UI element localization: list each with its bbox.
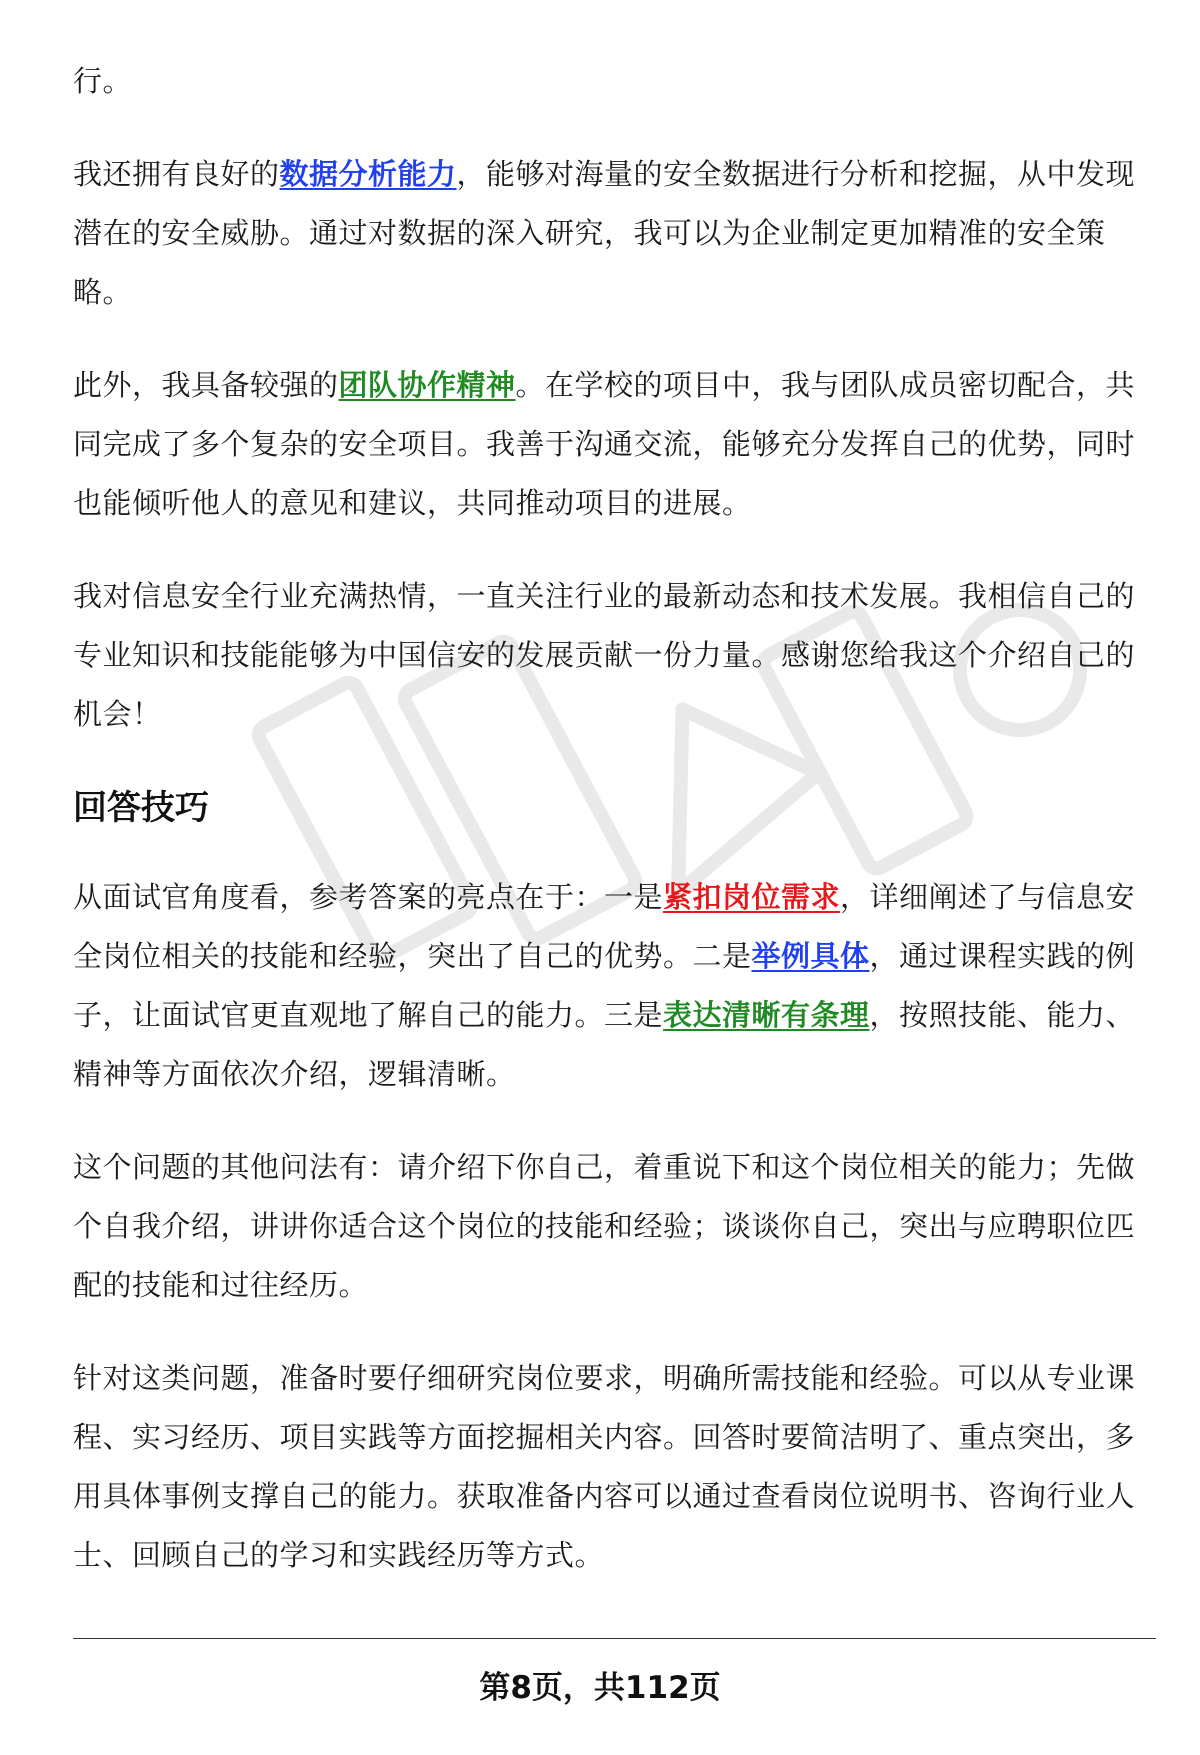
paragraph-text: 针对这类问题，准备时要仔细研究岗位要求，明确所需技能和经验。可以从专业课程、实习经历、项目实践等方面挖掘相关内容。回答时要简洁明了、重点突出，多用具体事例支撑自己的能力。获取准备内容可以通过查看岗位说明书、咨询行业人士、回顾自己的学习和实践经历等方式。 xyxy=(73,1361,1136,1572)
paragraph-text: ，通过课程实践的例子，让面试官更直观地了解自己的能力。三是 xyxy=(73,939,1136,1032)
paragraph-text: 我对信息安全行业充满热情，一直关注行业的最新动态和技术发展。我相信自己的专业知识和技能能够为中国信安的发展贡献一份力量。感谢您给我这个介绍自己的机会！ xyxy=(73,579,1136,731)
paragraph-text: 。在学校的项目中，我与团队成员密切配合，共同完成了多个复杂的安全项目。我善于沟通交流，能够充分发挥自己的优势，同时也能倾听他人的意见和建议，共同推动项目的进展。 xyxy=(73,368,1136,520)
footer-divider xyxy=(73,1638,1156,1639)
paragraph-text: 我还拥有良好的 xyxy=(73,157,280,191)
highlight-teamwork: 团队协作精神 xyxy=(338,368,516,402)
paragraph-text: ，详细阐述了与信息安全岗位相关的技能和经验，突出了自己的优势。二是 xyxy=(73,880,1136,973)
paragraph-text: 此外，我具备较强的 xyxy=(73,368,339,402)
paragraph-text: 这个问题的其他问法有：请介绍下你自己，着重说下和这个岗位相关的能力；先做个自我介绍，讲讲你适合这个岗位的技能和经验；谈谈你自己，突出与应聘职位匹配的技能和过往经历。 xyxy=(73,1150,1136,1302)
paragraph-interviewer-view xyxy=(73,868,1143,1104)
highlight-job-requirements: 紧扣岗位需求 xyxy=(663,880,841,914)
paragraph-closing xyxy=(73,567,1143,744)
paragraph-continuation xyxy=(73,52,1143,111)
highlight-clear-expression: 表达清晰有条理 xyxy=(663,998,870,1032)
highlight-data-analysis: 数据分析能力 xyxy=(279,157,457,191)
page-number: 第8页，共112页 xyxy=(479,1670,721,1706)
paragraph-teamwork xyxy=(73,356,1143,533)
paragraph-alternative-questions xyxy=(73,1138,1143,1315)
paragraph-preparation-tips xyxy=(73,1349,1143,1585)
paragraph-text: 从面试官角度看，参考答案的亮点在于：一是 xyxy=(73,880,664,914)
paragraph-data-analysis xyxy=(73,145,1143,322)
paragraph-text: ，能够对海量的安全数据进行分析和挖掘，从中发现潜在的安全威胁。通过对数据的深入研究，我可以为企业制定更加精准的安全策略。 xyxy=(73,157,1136,309)
section-heading: 回答技巧 xyxy=(73,788,209,828)
paragraph-text: ，按照技能、能力、精神等方面依次介绍，逻辑清晰。 xyxy=(73,998,1136,1091)
paragraph-text: 行。 xyxy=(73,64,133,98)
highlight-specific-examples: 举例具体 xyxy=(751,939,870,973)
main-content xyxy=(73,52,1143,1619)
